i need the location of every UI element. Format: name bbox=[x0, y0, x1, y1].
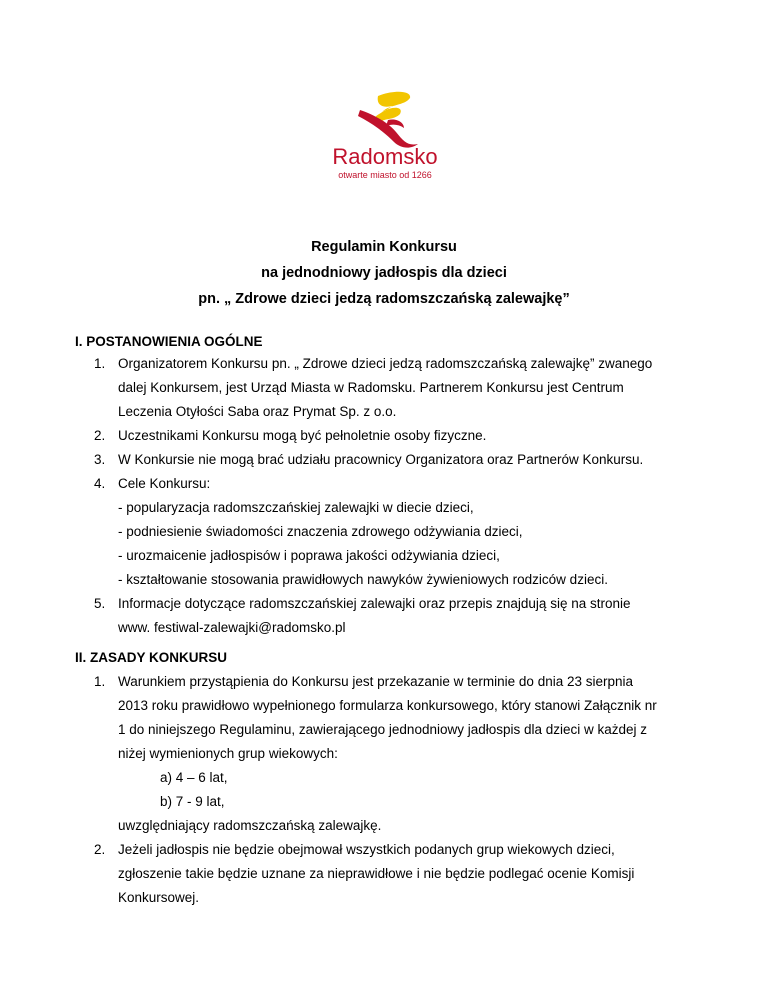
title-line-3: pn. „ Zdrowe dzieci jedzą radomszczańską zalewajkę” bbox=[198, 291, 570, 307]
s1-item-5-link[interactable]: www. festiwal-zalewajki@radomsko.pl bbox=[118, 620, 346, 635]
s2-item-1-number: 1. bbox=[94, 674, 106, 689]
s1-item-5-number: 5. bbox=[94, 596, 106, 611]
s1-item-4-line-2: - popularyzacja radomszczańskiej zalewajki w diecie dzieci, bbox=[118, 500, 474, 515]
s1-item-1-line-3: Leczenia Otyłości Saba oraz Prymat Sp. z o.o. bbox=[118, 404, 397, 419]
s2-item-1-sub-b: b) 7 - 9 lat, bbox=[160, 794, 225, 809]
s2-item-1-line-2: 2013 roku prawidłowo wypełnionego formularza konkursowego, który stanowi Załącznik nr bbox=[118, 698, 657, 713]
s1-item-3-line-1: W Konkursie nie mogą brać udziału pracownicy Organizatora oraz Partnerów Konkursu. bbox=[118, 452, 644, 467]
radomsko-logo-graphic bbox=[300, 88, 470, 188]
logo-yellow-swoosh bbox=[374, 92, 410, 122]
s2-item-2-number: 2. bbox=[94, 842, 106, 857]
title-line-1: Regulamin Konkursu bbox=[311, 239, 457, 255]
logo-tagline: otwarte miasto od 1266 bbox=[338, 170, 432, 180]
s1-item-4-line-3: - podniesienie świadomości znaczenia zdrowego odżywiania dzieci, bbox=[118, 524, 523, 539]
s1-item-2-number: 2. bbox=[94, 428, 106, 443]
s2-item-2-line-3: Konkursowej. bbox=[118, 890, 200, 905]
s1-item-1-number: 1. bbox=[94, 356, 106, 371]
document-title bbox=[0, 234, 768, 312]
s1-item-4-line-4: - urozmaicenie jadłospisów i poprawa jakości odżywiania dzieci, bbox=[118, 548, 500, 563]
s1-item-2-line-1: Uczestnikami Konkursu mogą być pełnoletnie osoby fizyczne. bbox=[118, 428, 487, 443]
s2-item-2-line-2: zgłoszenie takie będzie uznane za nieprawidłowe i nie będzie podlegać ocenie Komisji bbox=[118, 866, 635, 881]
s2-item-1-line-3: 1 do niniejszego Regulaminu, zawierającego jednodniowy jadłospis dla dzieci w każdej z bbox=[118, 722, 648, 737]
s2-item-1-line-4: niżej wymienionych grup wiekowych: bbox=[118, 746, 338, 761]
logo-name: Radomsko bbox=[332, 144, 438, 169]
s1-item-4-number: 4. bbox=[94, 476, 106, 491]
s1-item-4-line-1: Cele Konkursu: bbox=[118, 476, 211, 491]
s1-item-1-line-2: dalej Konkursem, jest Urząd Miasta w Radomsku. Partnerem Konkursu jest Centrum bbox=[118, 380, 624, 395]
s1-item-5-line-1: Informacje dotyczące radomszczańskiej zalewajki oraz przepis znajdują się na stronie bbox=[118, 596, 631, 611]
radomsko-logo bbox=[300, 88, 470, 188]
section-1-heading: I. POSTANOWIENIA OGÓLNE bbox=[75, 334, 263, 349]
section-2-heading: II. ZASADY KONKURSU bbox=[75, 650, 228, 665]
s2-item-1-sub-a: a) 4 – 6 lat, bbox=[160, 770, 228, 785]
title-line-2: na jednodniowy jadłospis dla dzieci bbox=[261, 265, 507, 281]
s2-item-2-line-1: Jeżeli jadłospis nie będzie obejmował wszystkich podanych grup wiekowych dzieci, bbox=[118, 842, 615, 857]
s2-item-1-tail: uwzględniający radomszczańską zalewajkę. bbox=[118, 818, 382, 833]
s1-item-3-number: 3. bbox=[94, 452, 106, 467]
s1-item-4-line-5: - kształtowanie stosowania prawidłowych nawyków żywieniowych rodziców dzieci. bbox=[118, 572, 608, 587]
s2-item-1-line-1: Warunkiem przystąpienia do Konkursu jest przekazanie w terminie do dnia 23 sierpnia bbox=[118, 674, 634, 689]
s1-item-1-line-1: Organizatorem Konkursu pn. „ Zdrowe dzieci jedzą radomszczańską zalewajkę” zwanego bbox=[118, 356, 653, 371]
